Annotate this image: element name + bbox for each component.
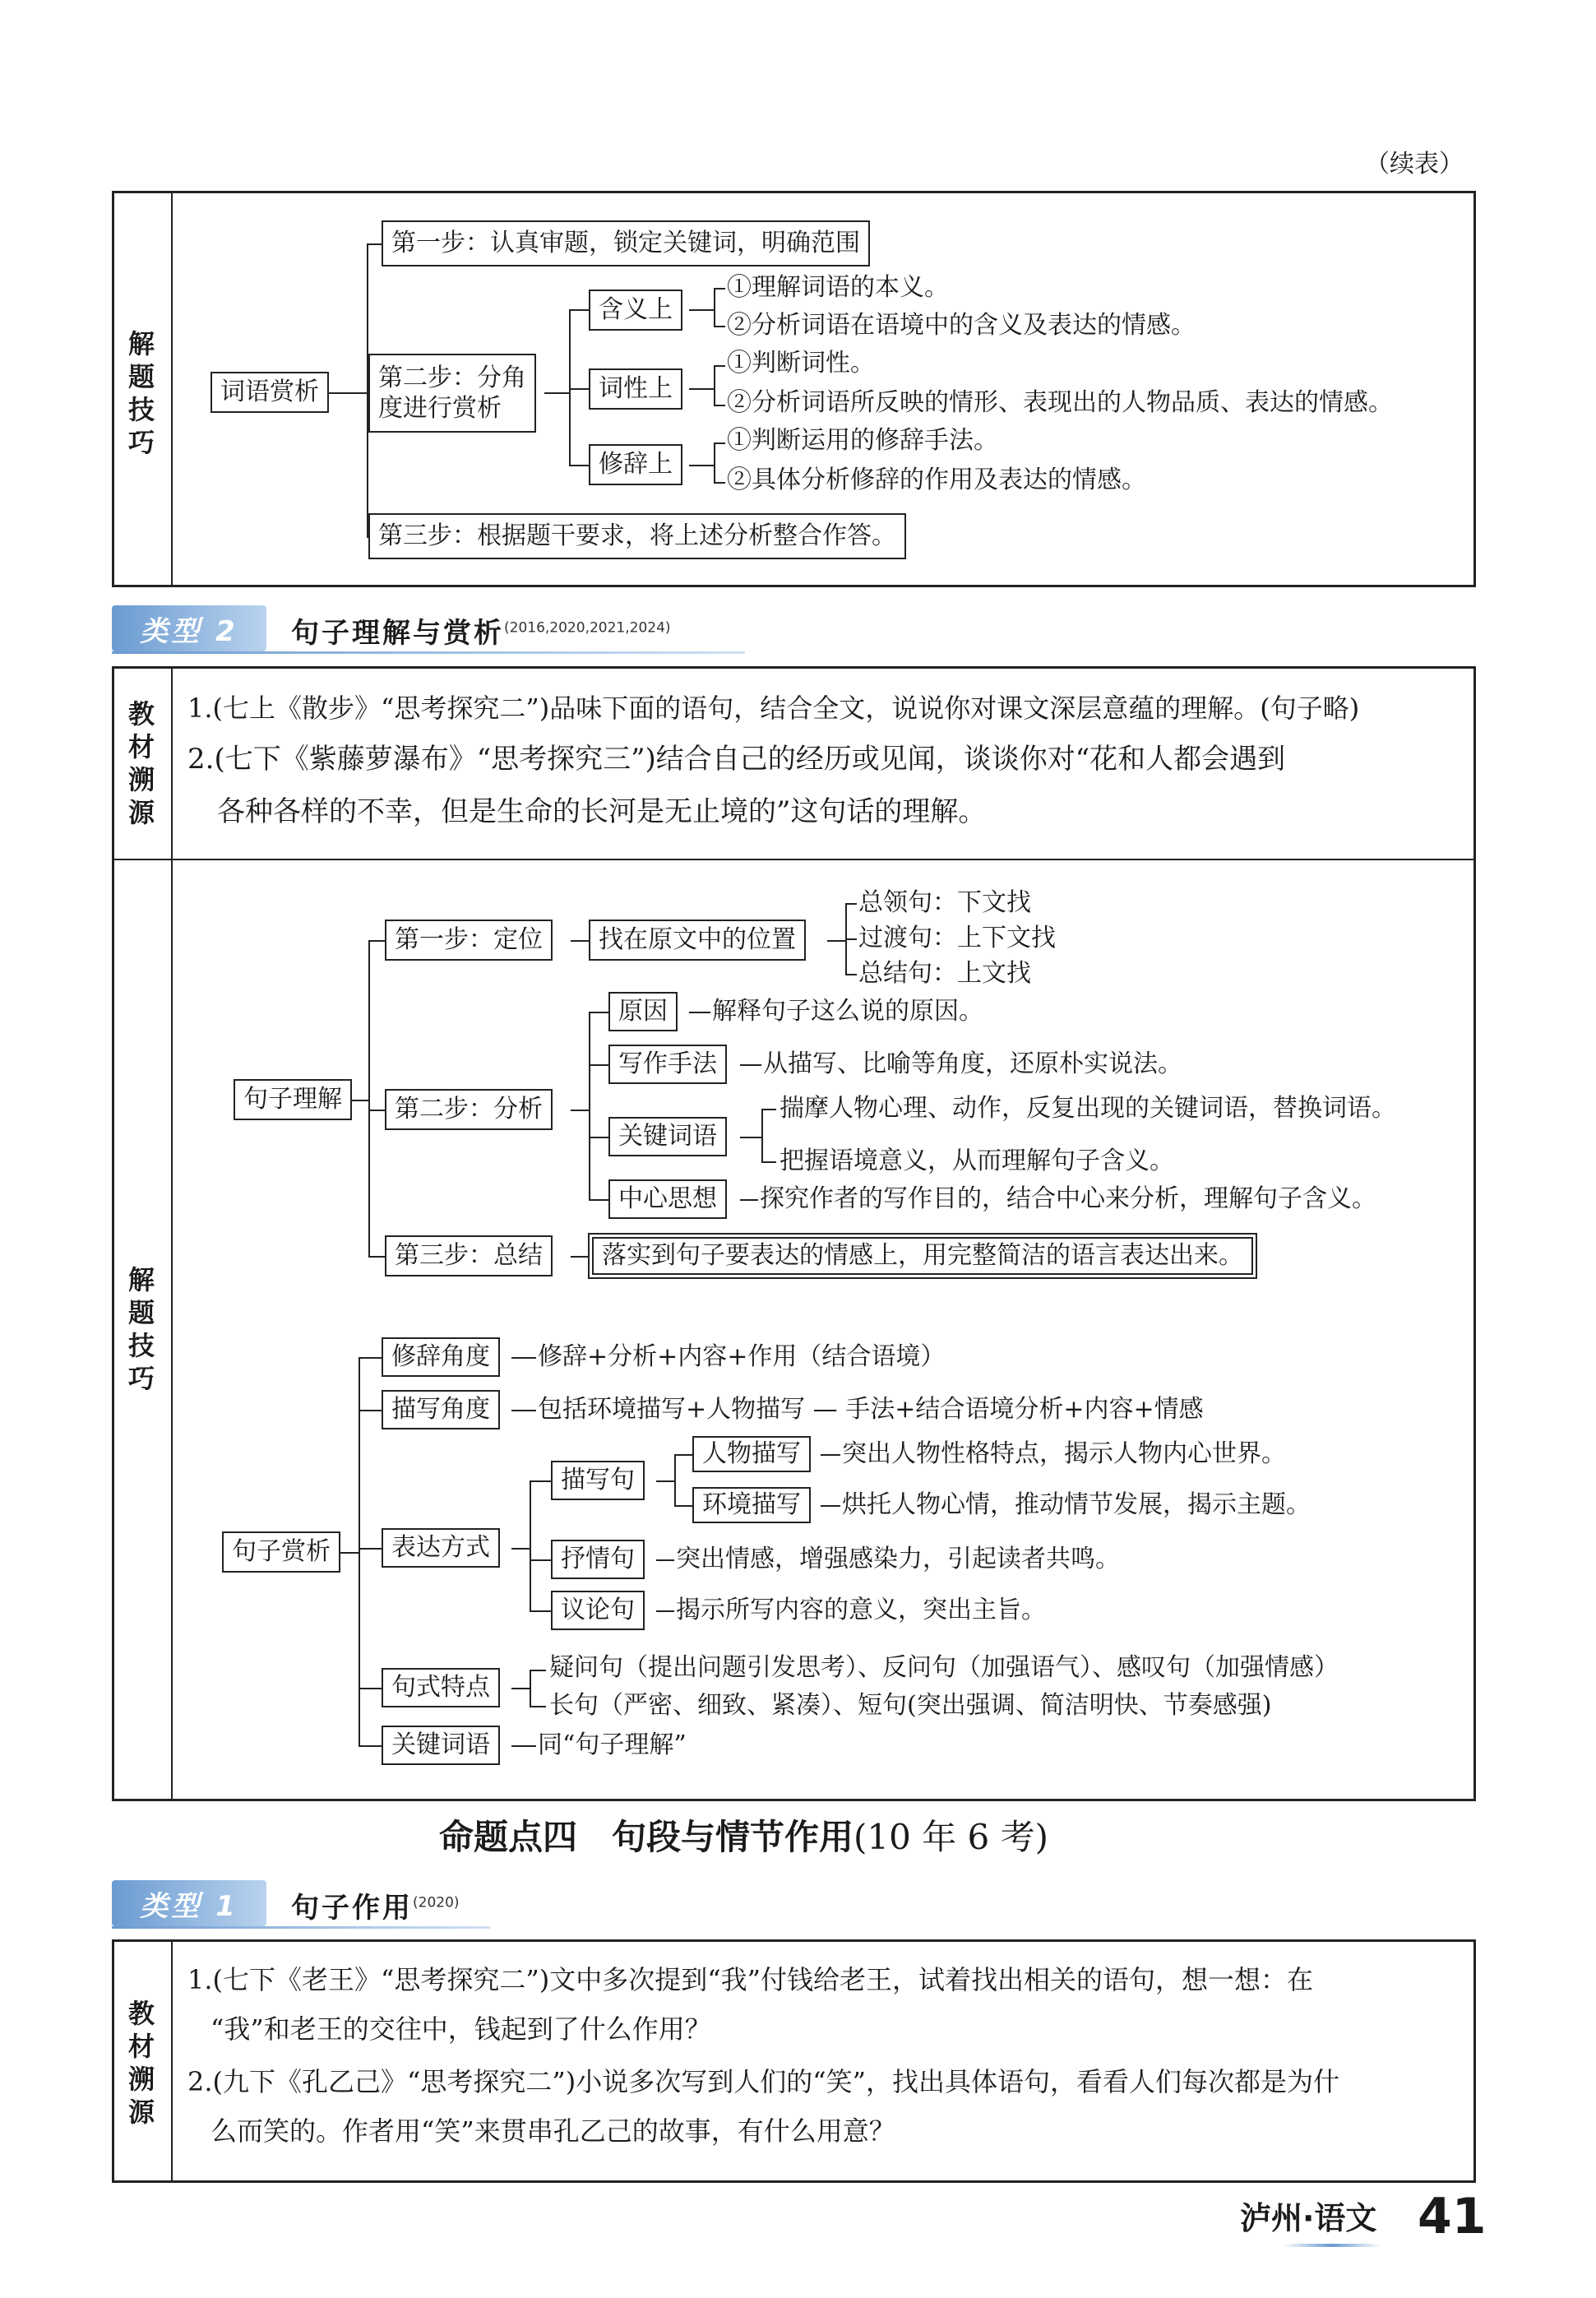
meaning-item-1: ①理解词语的本义。 — [727, 273, 949, 302]
appr-keywords: 关键词语 — [382, 1726, 500, 1765]
appr-rhetoric: 修辞角度 — [382, 1337, 500, 1377]
footer-region: 泸州·语文 — [1240, 2200, 1377, 2236]
type2-title: 句子理解与赏析$^{(2016,2020,2021,2024)}$ — [291, 617, 671, 650]
root-sentence-understanding: 句子理解 — [234, 1079, 352, 1120]
expr-environment-text: 烘托人物心情，推动情节发展，揭示主题。 — [842, 1490, 1311, 1519]
step3-box: 第三步：根据题干要求，将上述分析整合作答。 — [368, 513, 906, 559]
textbook1-q1-line2: “我”和老王的交往中，钱起到了什么作用？ — [210, 2013, 711, 2045]
continued-label: （续表） — [1365, 150, 1464, 178]
locate-item-2: 过渡句：上下文找 — [858, 924, 1056, 952]
root-word-appreciation: 词语赏析 — [210, 372, 329, 413]
expr-character-description: 人物描写 — [692, 1436, 811, 1472]
understanding-step2: 第二步：分析 — [385, 1089, 553, 1130]
rhetoric-item-2: ②具体分析修辞的作用及表达的情感。 — [727, 466, 1146, 494]
textbook1-q1-line1: 1.(七下《老王》“思考探究二”)文中多次提到“我”付钱给老王，试着找出相关的语句，想一想：在 — [187, 1964, 1313, 1995]
appr-keywords-text: 同“句子理解” — [538, 1730, 687, 1759]
step2-box: 第二步：分角 度进行赏析 — [368, 354, 536, 433]
meaning-item-2: ②分析词语在语境中的含义及表达的情感。 — [727, 311, 1196, 340]
appr-description: 描写角度 — [382, 1390, 500, 1429]
analysis-technique-text: 从描写、比喻等角度，还原朴实说法。 — [763, 1049, 1182, 1078]
expr-argument-text: 揭示所写内容的意义，突出主旨。 — [676, 1596, 1046, 1624]
expr-environment-description: 环境描写 — [692, 1487, 811, 1523]
analysis-main-idea-text: 探究作者的写作目的，结合中心来分析，理解句子含义。 — [760, 1184, 1376, 1213]
rhetoric-item-1: ①判断运用的修辞手法。 — [727, 426, 998, 455]
locate-item-1: 总领句：下文找 — [858, 888, 1031, 917]
expr-lyric-text: 突出情感，增强感染力，引起读者共鸣。 — [676, 1545, 1120, 1573]
textbook1-q2-line1: 2.(九下《孔乙己》“思考探究二”)小说多次写到人们的“笑”，找出具体语句，看看人们每次都是为什 — [187, 2066, 1339, 2097]
root-sentence-appreciation: 句子赏析 — [222, 1531, 340, 1573]
textbook2-q2-line1: 2.(七下《紫藤萝瀑布》“思考探究三”)结合自己的经历或见闻，谈谈你对“花和人都会遇到 — [187, 743, 1286, 776]
expr-argument-sentence: 议论句 — [551, 1591, 645, 1630]
understanding-step1: 第一步：定位 — [385, 920, 553, 961]
appr-rhetoric-text: 修辞+分析+内容+作用（结合语境） — [538, 1342, 946, 1371]
pattern-text-1: 疑问句（提出问题引发思考）、反问句（加强语气）、感叹句（加强情感） — [549, 1653, 1339, 1682]
appr-description-text: 包括环境描写+人物描写 — 手法+结合语境分析+内容+情感 — [538, 1395, 1204, 1424]
row-divider — [112, 859, 1476, 860]
analysis-keywords-text1: 揣摩人物心理、动作，反复出现的关键词语，替换词语。 — [779, 1094, 1396, 1123]
textbook1-q2-line2: 么而笑的。作者用“笑”来贯串孔乙己的故事，有什么用意？ — [210, 2115, 895, 2147]
step1-box: 第一步：认真审题，锁定关键词，明确范围 — [382, 220, 870, 266]
branch-part-of-speech: 词性上 — [589, 368, 682, 410]
table-divider — [171, 1939, 173, 2183]
footer-underline — [1283, 2244, 1381, 2247]
textbook2-q2-line2: 各种各样的不幸，但是生命的长河是无止境的”这句话的理解。 — [217, 795, 987, 828]
expr-character-text: 突出人物性格特点，揭示人物内心世界。 — [842, 1439, 1286, 1468]
expr-description-sentence: 描写句 — [551, 1461, 645, 1500]
analysis-main-idea: 中心思想 — [608, 1179, 727, 1219]
analysis-reason-text: 解释句子这么说的原因。 — [712, 997, 983, 1026]
analysis-reason: 原因 — [608, 992, 678, 1031]
understanding-step1-action: 找在原文中的位置 — [589, 920, 806, 961]
type1-title: 句子作用$^{(2020)}$ — [291, 1892, 460, 1925]
pattern-text-2: 长句（严密、细致、紧凑）、短句(突出强调、简洁明快、节奏感强) — [549, 1691, 1272, 1720]
side-label-jiaocai-1: 教 材 溯 源 — [127, 1998, 155, 2128]
table-divider — [171, 666, 173, 1801]
analysis-keywords: 关键词语 — [608, 1117, 727, 1156]
textbook2-q1: 1.(七上《散步》“思考探究二”)品味下面的语句，结合全文，说说你对课文深层意蕴的理解。(句子略) — [187, 693, 1360, 724]
expr-lyric-sentence: 抒情句 — [551, 1540, 645, 1579]
appr-sentence-pattern: 句式特点 — [382, 1668, 500, 1707]
proposition-heading: 命题点四 句段与情节作用(10 年 6 考) — [439, 1817, 1049, 1857]
page-number: 41 — [1418, 2188, 1487, 2245]
pos-item-2: ②分析词语所反映的情形、表现出的人物品质、表达的情感。 — [727, 388, 1393, 417]
analysis-technique: 写作手法 — [608, 1045, 727, 1084]
type2-badge: 类型 2 — [112, 605, 266, 651]
analysis-keywords-text2: 把握语境意义，从而理解句子含义。 — [779, 1147, 1174, 1175]
side-label-jieti-2: 解 题 技 巧 — [127, 1264, 155, 1394]
appr-expression: 表达方式 — [382, 1528, 500, 1568]
branch-rhetoric: 修辞上 — [589, 444, 682, 485]
side-label-jieti-1: 解 题 技 巧 — [127, 328, 155, 458]
branch-meaning: 含义上 — [589, 290, 682, 331]
type1-badge: 类型 1 — [112, 1880, 266, 1926]
understanding-step3-action: 落实到句子要表达的情感上，用完整简洁的语言表达出来。 — [592, 1237, 1253, 1275]
pos-item-1: ①判断词性。 — [727, 349, 875, 378]
understanding-step3: 第三步：总结 — [385, 1235, 553, 1276]
locate-item-3: 总结句：上文找 — [858, 959, 1031, 988]
table-divider — [171, 191, 173, 587]
side-label-jiaocai-2: 教 材 溯 源 — [127, 698, 155, 828]
